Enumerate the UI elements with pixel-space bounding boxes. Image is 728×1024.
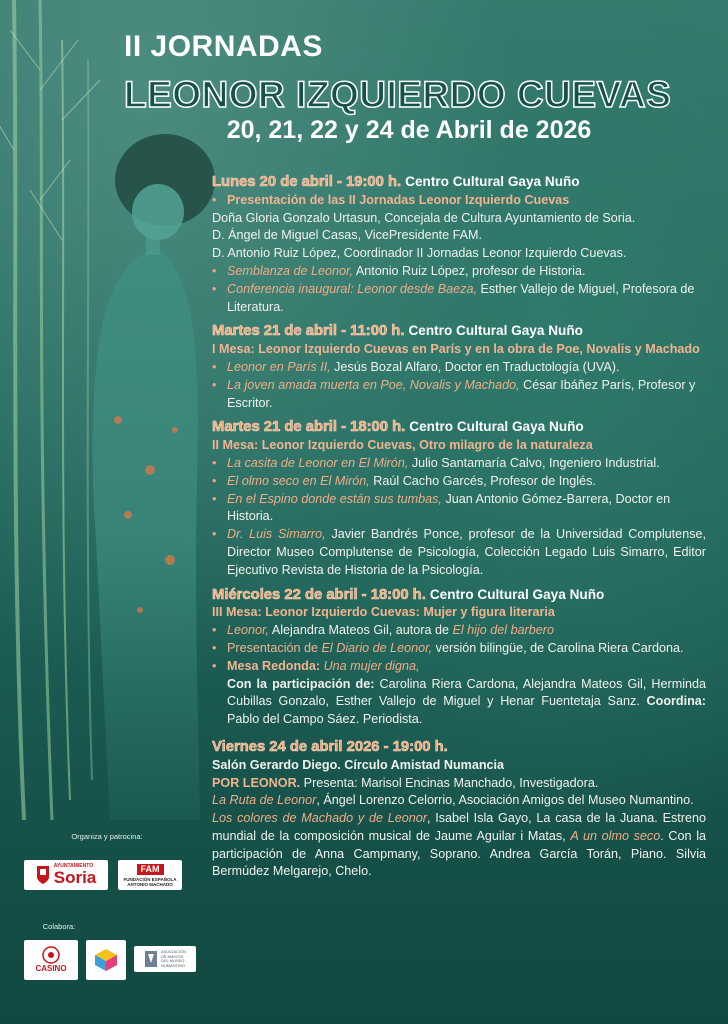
fam-logo: FAM FUNDACIÓN ESPAÑOLA ANTONIO MACHADO <box>118 860 182 890</box>
session-venue: Centro Cultural Gaya Nuño <box>429 586 605 602</box>
program-item: • Presentación de El Diario de Leonor, versión bilingüe, de Carolina Riera Cardona. <box>212 640 706 658</box>
event-title: LEONOR IZQUIERDO CUEVAS <box>124 74 672 115</box>
session-heading <box>212 322 706 341</box>
colorful-cube-logo <box>86 940 126 980</box>
colabora-label: Colabora: <box>42 922 76 931</box>
panel-title: I Mesa: Leonor Izquierdo Cuevas en París y en la obra de Poe, Novalis y Machado <box>212 342 700 357</box>
program-item: • Conferencia inaugural: Leonor desde Baeza, Esther Vallejo de Miguel, Profesora de Literatura. <box>212 281 706 317</box>
program-line: D. Antonio Ruiz López, Coordinador II Jornadas Leonor Izquierdo Cuevas. <box>212 246 627 261</box>
panel-title: II Mesa: Leonor Izquierdo Cuevas, Otro milagro de la naturaleza <box>212 438 593 453</box>
casino-emblem-icon <box>42 946 60 964</box>
session-day: Martes 21 de abril - 11:00 h. <box>212 323 405 340</box>
program-item: • En el Espino donde están sus tumbas, Juan Antonio Gómez-Barrera, Doctor en Historia. <box>212 491 706 527</box>
program-line: POR LEONOR. Presenta: Marisol Encinas Manchado, Investigadora. <box>212 775 599 790</box>
program-item: • Semblanza de Leonor, Antonio Ruiz López, profesor de Historia. <box>212 263 706 281</box>
program <box>212 173 706 881</box>
program-item: • Dr. Luis Simarro, Javier Bandrés Ponce, profesor de la Universidad Complutense, Director Museo Complutense de Psicología, Colección Legado Luis Simarro, Editor Ejecutivo Revista de Historia de la Psicología. <box>212 526 706 579</box>
face-shape <box>132 184 184 240</box>
program-item: • La casita de Leonor en El Mirón, Julio Santamaría Calvo, Ingeniero Industrial. <box>212 455 706 473</box>
tree-trunk <box>62 40 70 800</box>
session-day: Martes 21 de abril - 18:00 h. <box>212 419 406 436</box>
session-heading <box>212 586 706 605</box>
cube-icon <box>93 947 119 973</box>
museo-emblem-icon <box>144 950 158 968</box>
program-line: Doña Gloria Gonzalo Urtasun, Concejala de Cultura Ayuntamiento de Soria. <box>212 210 636 225</box>
program-item: • Presentación de las II Jornadas Leonor Izquierdo Cuevas <box>212 192 706 210</box>
program-item: • Leonor, Alejandra Mateos Gil, autora de El hijo del barbero <box>212 622 706 640</box>
soria-crest-icon <box>36 865 50 885</box>
session-venue: Centro Cultural Gaya Nuño <box>408 323 583 339</box>
soria-logo: AYUNTAMIENTO Soria <box>24 860 108 890</box>
organiza-label: Organiza y patrocina: <box>71 832 143 841</box>
session-day: Viernes 24 de abril 2026 - 19:00 h. <box>212 738 448 755</box>
museo-numantino-logo: ASOCIACIÓN DE AMIGOS DEL MUSEO NUMANTINO <box>134 946 196 972</box>
program-line: D. Ángel de Miguel Casas, VicePresidente FAM. <box>212 228 482 243</box>
program-line: La Ruta de Leonor, Ángel Lorenzo Celorrio, Asociación Amigos del Museo Numantino. <box>212 793 694 808</box>
panel-title: III Mesa: Leonor Izquierdo Cuevas: Mujer y figura literaria <box>212 605 555 620</box>
session-heading <box>212 739 706 757</box>
tree-trunk <box>88 60 92 780</box>
event-edition: II JORNADAS <box>124 30 323 63</box>
session-venue: Salón Gerardo Diego. Círculo Amistad Numancia <box>212 757 505 772</box>
session-heading <box>212 173 706 192</box>
program-item: • Leonor en París II, Jesús Bozal Alfaro, Doctor en Traductología (UVA). <box>212 359 706 377</box>
session-venue: Centro Cultural Gaya Nuño <box>409 419 584 435</box>
program-item: • El olmo seco en El Mirón, Raúl Cacho Garcés, Profesor de Inglés. <box>212 473 706 491</box>
event-dates: 20, 21, 22 y 24 de Abril de 2026 <box>226 116 592 144</box>
dress-silhouette <box>93 250 201 820</box>
casino-logo: CASINO <box>24 940 78 980</box>
program-item: • La joven amada muerta en Poe, Novalis y Machado, César Ibáñez París, Profesor y Escritor. <box>212 377 706 413</box>
session-day: Miércoles 22 de abril - 18:00 h. <box>212 586 426 603</box>
session-venue: Centro Cultural Gaya Nuño <box>405 174 580 189</box>
program-item: • Mesa Redonda: Una mujer digna, <box>212 658 706 676</box>
session-day: Lunes 20 de abril - 19:00 h. <box>212 174 402 190</box>
program-line: Los colores de Machado y de Leonor, Isabel Isla Gayo, La casa de la Juana. Estreno mundial de la composición musical de Jaume Aguilar i Matas, A un olmo seco. Con la participación de Anna Campmany, Soprano. Andrea García Torán, Piano. Silvia Bermúdez Melgarejo, Chelo. <box>212 811 707 879</box>
participants: Con la participación de: Carolina Riera Cardona, Alejandra Mateos Gil, Herminda Cubillas Gonzalo, Esther Vallejo de Miguel y Henar Fuentetaja Sanz. Coordina: Pablo del Campo Sáez. Periodista. <box>227 676 707 727</box>
session-heading <box>212 418 706 437</box>
